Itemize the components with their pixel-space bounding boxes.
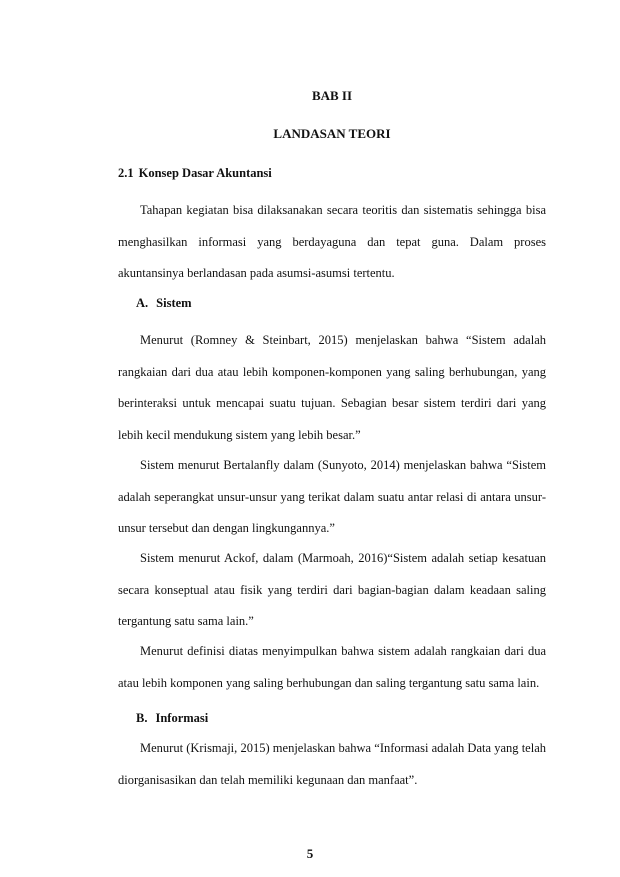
sistem-paragraph-1: Menurut (Romney & Steinbart, 2015) menjelaskan bahwa “Sistem adalah rangkaian dari dua atau lebih komponen-komponen yang saling berhubungan, yang berinteraksi untuk mencapai suatu tujuan. Sebagian besar sistem terdiri dari yang lebih kecil mendukung sistem yang lebih besar.” [118,333,546,442]
page-number: 5 [306,846,314,861]
chapter-title: BAB II [311,88,353,103]
subsection-a-title: Sistem [156,296,192,310]
subsection-a-heading [136,296,192,311]
section-title: Konsep Dasar Akuntansi [138,166,272,180]
sistem-paragraph-2: Sistem menurut Bertalanfly dalam (Sunyoto, 2014) menjelaskan bahwa “Sistem adalah seperangkat unsur-unsur yang terikat dalam suatu antar relasi di antara unsur-unsur tersebut dan dengan lingkungannya.” [118,458,546,535]
chapter-subtitle: LANDASAN TEORI [273,126,391,141]
section-number: 2.1 [118,166,134,180]
subsection-a-marker: A. [136,296,149,310]
sistem-paragraph-3: Sistem menurut Ackof, dalam (Marmoah, 2016)“Sistem adalah setiap kesatuan secara konseptual atau fisik yang terdiri dari bagian-bagian dalam keadaan saling tergantung satu sama lain.” [118,551,546,628]
section-intro-paragraph: Tahapan kegiatan bisa dilaksanakan secara teoritis dan sistematis sehingga bisa menghasilkan informasi yang berdayaguna dan tepat guna. Dalam proses akuntansinya berlandasan pada asumsi-asumsi tertentu. [118,203,546,280]
subsection-b-heading [136,711,208,726]
section-heading [118,166,272,181]
informasi-paragraph-1: Menurut (Krismaji, 2015) menjelaskan bahwa “Informasi adalah Data yang telah diorganisasikan dan telah memiliki kegunaan dan manfaat”. [118,741,546,787]
subsection-b-marker: B. [136,711,148,725]
subsection-b-title: Informasi [155,711,209,725]
sistem-paragraph-4: Menurut definisi diatas menyimpulkan bahwa sistem adalah rangkaian dari dua atau lebih komponen yang saling berhubungan dan saling tergantung satu sama lain. [118,644,546,690]
